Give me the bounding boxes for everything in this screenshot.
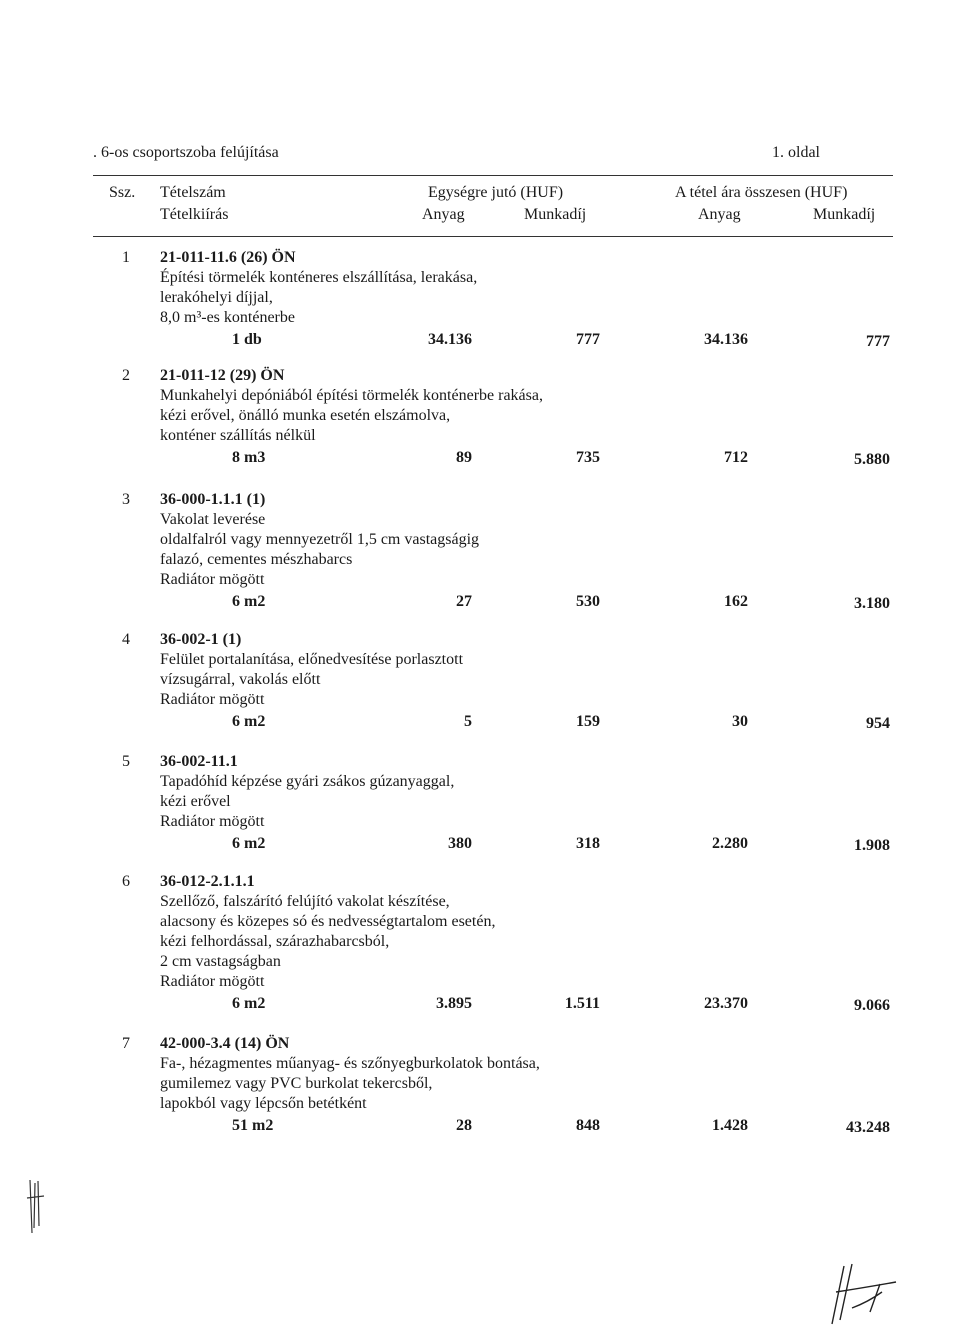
total-anyag-value: 712 [724, 449, 748, 466]
total-munkadij-value: 5.880 [854, 451, 890, 468]
item-description-line: Felület portalanítása, előnedvesítése porlasztott [160, 651, 464, 668]
total-anyag-value: 1.428 [712, 1117, 748, 1134]
col-total-anyag: Anyag [698, 206, 741, 223]
unit-munkadij-value: 735 [576, 449, 600, 466]
col-total-munkadij: Munkadíj [813, 206, 876, 223]
unit-anyag-value: 89 [456, 449, 472, 466]
total-munkadij-value: 3.180 [854, 595, 890, 612]
item-description-line: Radiátor mögött [160, 813, 265, 830]
total-anyag-value: 2.280 [712, 835, 748, 852]
unit-munkadij-value: 159 [576, 713, 600, 730]
header-rule-bottom [93, 236, 893, 237]
unit-munkadij-value: 530 [576, 593, 600, 610]
item-code: 21-011-11.6 (26) ÖN [160, 249, 296, 266]
item-description-line: lerakóhelyi díjjal, [160, 289, 273, 306]
col-unit-munkadij: Munkadíj [524, 206, 587, 223]
unit-anyag-value: 28 [456, 1117, 472, 1134]
total-munkadij-value: 777 [866, 333, 890, 350]
item-code: 36-000-1.1.1 (1) [160, 491, 266, 508]
signature-mark [812, 1262, 902, 1328]
margin-mark [22, 1178, 52, 1238]
item-description-line: Radiátor mögött [160, 571, 265, 588]
item-code: 36-002-1 (1) [160, 631, 242, 648]
unit-munkadij-value: 1.511 [564, 995, 600, 1012]
item-code: 36-002-11.1 [160, 753, 238, 770]
item-description-line: konténer szállítás nélkül [160, 427, 316, 444]
item-number: 2 [122, 367, 130, 384]
item-description-line: Tapadóhíd képzése gyári zsákos gúzanyaggal, [160, 773, 455, 790]
item-description-line: Építési törmelék konténeres elszállítása, lerakása, [160, 269, 478, 286]
item-quantity: 6 m2 [232, 835, 266, 852]
item-quantity: 6 m2 [232, 995, 266, 1012]
item-description-line: Munkahelyi depóniából építési törmelék konténerbe rakása, [160, 387, 543, 404]
header-rule-top [93, 175, 893, 176]
item-quantity: 8 m3 [232, 449, 266, 466]
item-description-line: Fa-, hézagmentes műanyag- és szőnyegburkolatok bontása, [160, 1055, 540, 1072]
item-description-line: lapokból vagy lépcsőn betétként [160, 1095, 367, 1112]
item-code: 42-000-3.4 (14) ÖN [160, 1035, 290, 1052]
unit-anyag-value: 3.895 [436, 995, 472, 1012]
item-quantity: 6 m2 [232, 713, 266, 730]
col-unit-anyag: Anyag [422, 206, 465, 223]
document-title: . 6-os csoportszoba felújítása [93, 144, 279, 161]
total-anyag-value: 162 [724, 593, 748, 610]
col-tetelkiiras: Tételkiírás [160, 206, 229, 223]
item-description-line: alacsony és közepes só és nedvességtartalom esetén, [160, 913, 496, 930]
page-number: 1. oldal [772, 144, 820, 161]
total-anyag-value: 30 [732, 713, 748, 730]
item-description-line: kézi felhordással, szárazhabarcsból, [160, 933, 390, 950]
total-munkadij-value: 954 [866, 715, 890, 732]
item-code: 21-011-12 (29) ÖN [160, 367, 285, 384]
item-number: 4 [122, 631, 130, 648]
unit-anyag-value: 27 [456, 593, 472, 610]
col-ssz: Ssz. [109, 184, 136, 201]
unit-anyag-value: 5 [464, 713, 472, 730]
total-anyag-value: 34.136 [704, 331, 748, 348]
item-quantity: 51 m2 [232, 1117, 274, 1134]
item-quantity: 6 m2 [232, 593, 266, 610]
col-tetelszam: Tételszám [160, 184, 226, 201]
unit-munkadij-value: 848 [576, 1117, 600, 1134]
item-description-line: kézi erővel, önálló munka esetén elszámolva, [160, 407, 451, 424]
item-description-line: vízsugárral, vakolás előtt [160, 671, 321, 688]
item-number: 3 [122, 491, 130, 508]
total-munkadij-value: 9.066 [854, 997, 890, 1014]
col-total-group: A tétel ára összesen (HUF) [675, 184, 848, 201]
item-description-line: 2 cm vastagságban [160, 953, 281, 970]
total-munkadij-value: 1.908 [854, 837, 890, 854]
col-unit-group: Egységre jutó (HUF) [428, 184, 564, 201]
item-description-line: 8,0 m³-es konténerbe [160, 309, 295, 326]
item-description-line: Radiátor mögött [160, 973, 265, 990]
item-code: 36-012-2.1.1.1 [160, 873, 255, 890]
unit-anyag-value: 380 [448, 835, 472, 852]
item-description-line: gumilemez vagy PVC burkolat tekercsből, [160, 1075, 433, 1092]
item-description-line: Szellőző, falszárító felújító vakolat készítése, [160, 893, 450, 910]
item-description-line: Radiátor mögött [160, 691, 265, 708]
total-anyag-value: 23.370 [704, 995, 748, 1012]
unit-munkadij-value: 777 [576, 331, 600, 348]
total-munkadij-value: 43.248 [846, 1119, 890, 1136]
item-number: 5 [122, 753, 130, 770]
item-number: 6 [122, 873, 130, 890]
item-number: 7 [122, 1035, 130, 1052]
item-description-line: falazó, cementes mészhabarcs [160, 551, 353, 568]
item-description-line: oldalfalról vagy mennyezetről 1,5 cm vastagságig [160, 531, 480, 548]
item-description-line: kézi erővel [160, 793, 231, 810]
item-description-line: Vakolat leverése [160, 511, 266, 528]
item-quantity: 1 db [232, 331, 262, 348]
item-number: 1 [122, 249, 130, 266]
unit-anyag-value: 34.136 [428, 331, 472, 348]
unit-munkadij-value: 318 [576, 835, 600, 852]
